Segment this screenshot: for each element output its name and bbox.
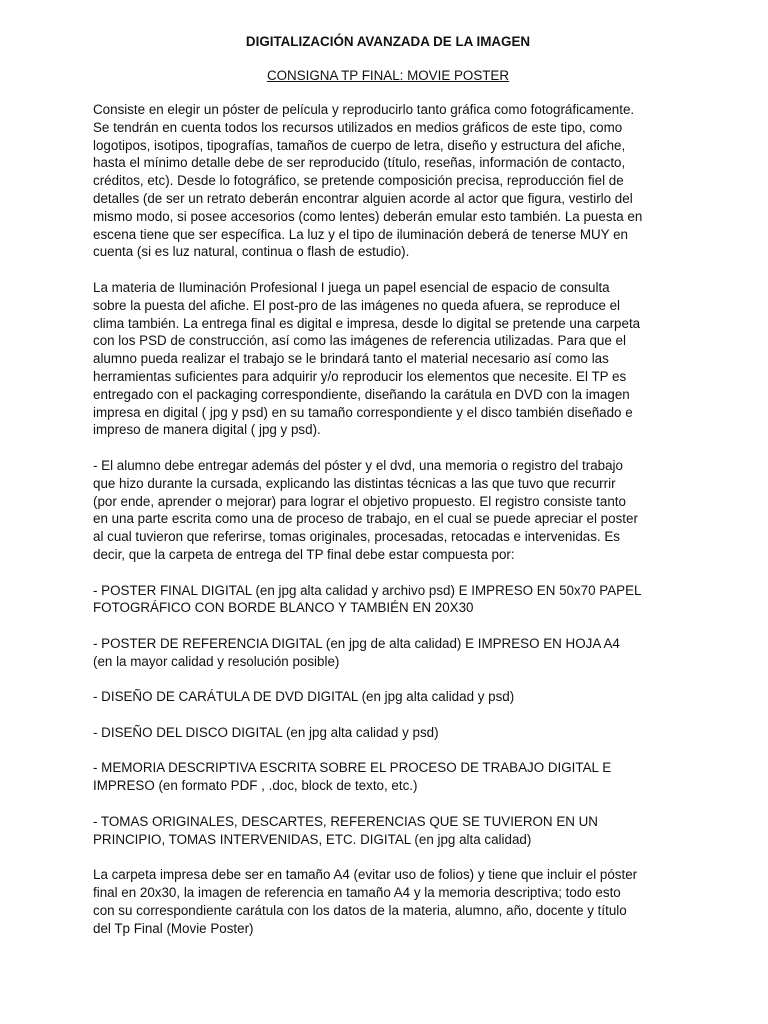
list-item-disco: - DISEÑO DEL DISCO DIGITAL (en jpg alta calidad y psd) xyxy=(93,724,439,740)
document-title: DIGITALIZACIÓN AVANZADA DE LA IMAGEN xyxy=(245,34,531,49)
list-item-poster-referencia: - POSTER DE REFERENCIA DIGITAL (en jpg de alta calidad) E IMPRESO EN HOJA A4 (en la mayor calidad y resolución posible) xyxy=(93,635,620,669)
list-item-memoria-descriptiva: - MEMORIA DESCRIPTIVA ESCRITA SOBRE EL PROCESO DE TRABAJO DIGITAL E IMPRESO (en formato PDF , .doc, block de texto, etc.) xyxy=(93,760,612,794)
paragraph-memoria: - El alumno debe entregar además del póster y el dvd, una memoria o registro del trabajo que hizo durante la cursada, explicando las distintas técnicas a las que tuvo que recurrir (por ende, aprender o mejorar) para lograr el objetivo propuesto. El registro consiste tanto en una parte escrita como una de proceso de trabajo, en el cual se puede apreciar el poster al cual tuvieron que referirse, tomas originales, procesadas, retocadas e intervenidas. Es decir, que la carpeta de entrega del TP final debe estar compuesta por: xyxy=(93,457,638,562)
document-subtitle: CONSIGNA TP FINAL: MOVIE POSTER xyxy=(266,68,510,83)
paragraph-iluminacion: La materia de Iluminación Profesional I juega un papel esencial de espacio de consulta sobre la puesta del afiche. El post-pro de las imágenes no queda afuera, se reproduce el clima también. La entrega final es digital e impresa, desde lo digital se pretende una carpeta con los PSD de construcción, así como las imágenes de referencia utilizadas. Para que el alumno pueda realizar el trabajo se le brindará tanto el material necesario así como las herramientas suficientes para adquirir y/o reproducir los elementos que necesite. El TP es entregado con el packaging correspondiente, diseñando la carátula en DVD con la imagen impresa en digital ( jpg y psd) en su tamaño correspondiente y el disco también diseñado e impreso de manera digital ( jpg y psd). xyxy=(93,279,641,438)
list-item-tomas: - TOMAS ORIGINALES, DESCARTES, REFERENCIAS QUE SE TUVIERON EN UN PRINCIPIO, TOMAS INTERVENIDAS, ETC. DIGITAL (en jpg alta calidad) xyxy=(93,813,598,847)
list-item-poster-final: - POSTER FINAL DIGITAL (en jpg alta calidad y archivo psd) E IMPRESO EN 50x70 PAPEL FOTOGRÁFICO CON BORDE BLANCO Y TAMBIÉN EN 20X30 xyxy=(93,582,642,616)
paragraph-carpeta-impresa: La carpeta impresa debe ser en tamaño A4 (evitar uso de folios) y tiene que incluir el póster final en 20x30, la imagen de referencia en tamaño A4 y la memoria descriptiva; todo esto con su correspondiente carátula con los datos de la materia, alumno, año, docente y título del Tp Final (Movie Poster) xyxy=(93,867,638,936)
document-page xyxy=(93,33,683,937)
paragraph-intro: Consiste en elegir un póster de película y reproducirlo tanto gráfica como fotográficamente. Se tendrán en cuenta todos los recursos utilizados en medios gráficos de este tipo, como logotipos, isotipos, tipografías, tamaños de cuerpo de letra, diseño y estructura del afiche, hasta el mínimo detalle debe de ser reproducido (título, reseñas, información de contacto, créditos, etc). Desde lo fotográfico, se pretende composición precisa, reproducción fiel de detalles (de ser un retrato deberán encontrar alguien acorde al actor que figura, vestirlo del mismo modo, si posee accesorios (como lentes) deberán emular esto también. La puesta en escena tiene que ser específica. La luz y el tipo de iluminación deberá de tenerse MUY en cuenta (si es luz natural, continua o flash de estudio). xyxy=(93,102,643,260)
list-item-caratula-dvd: - DISEÑO DE CARÁTULA DE DVD DIGITAL (en jpg alta calidad y psd) xyxy=(93,689,515,705)
